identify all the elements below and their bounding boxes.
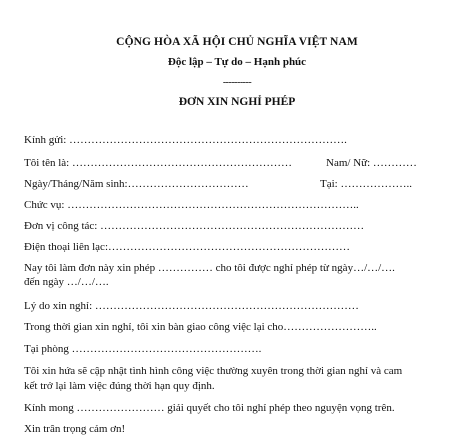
commitment-line-1: Tôi xin hứa sẽ cập nhật tình hình công việc thường xuyên trong thời gian nghỉ và cam [24,365,403,377]
birth-date-line: Ngày/Tháng/Năm sinh:…………………………… [24,178,249,190]
approval-request-line: Kính mong …………………… giải quyết cho tôi nghỉ phép theo nguyện vọng trên. [24,402,395,414]
name-line: Tôi tên là: …………………………………………………… [24,157,292,169]
document-title: ĐƠN XIN NGHỈ PHÉP [178,96,296,108]
thanks-line: Xin trân trọng cảm ơn! [24,423,126,435]
national-motto: Độc lập – Tự do – Hạnh phúc [167,56,307,68]
request-line-2: đến ngày …/…/…. [24,276,109,288]
position-line: Chức vụ: …………………………………………………………………….. [24,199,359,211]
phone-line: Điện thoại liên lạc:………………………………………………………… [24,241,350,253]
reason-line: Lý do xin nghỉ: ……………………………………………………………… [24,300,359,312]
birth-place-line: Tại: ……………….. [320,178,412,190]
national-title: CỘNG HÒA XÃ HỘI CHỦ NGHĨA VIỆT NAM [116,36,358,48]
room-line: Tại phòng ……………………………………………. [24,343,262,355]
handover-line: Trong thời gian xin nghỉ, tôi xin bàn giao công việc lại cho…………………….. [24,321,377,333]
gender-line: Nam/ Nữ: ………… [326,157,417,169]
department-line: Đơn vị công tác: ……………………………………………………………… [24,220,365,232]
request-line-1: Nay tôi làm đơn này xin phép …………… cho tôi được nghỉ phép từ ngày…/…/…. [24,262,395,274]
header-divider: ---------- [222,77,252,88]
recipient-line: Kính gửi: …………………………………………………………………. [24,134,347,146]
commitment-line-2: kết trở lại làm việc đúng thời hạn quy định. [24,380,215,392]
